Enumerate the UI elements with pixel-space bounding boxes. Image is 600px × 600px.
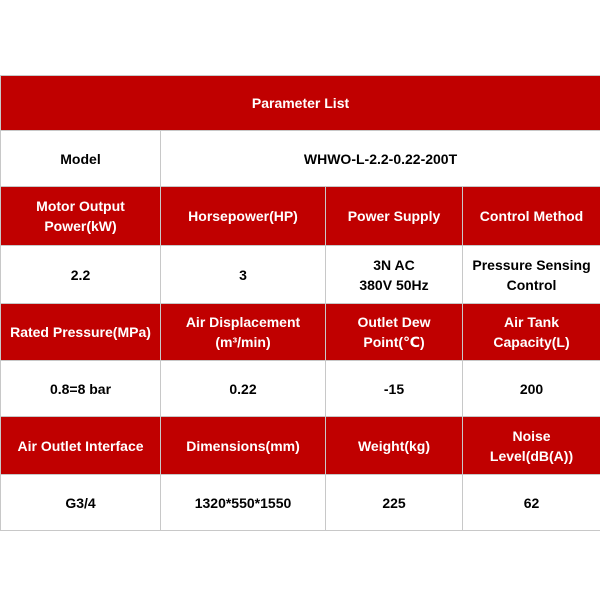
model-row [1,131,600,187]
table-title-row [1,76,600,131]
value-cell: 3 [161,246,326,304]
value-cell: G3/4 [1,475,161,531]
header-cell: Motor Output Power(kW) [1,187,161,246]
table-row [1,475,600,531]
table-header-row [1,304,600,361]
value-cell: Pressure Sensing Control [463,246,600,304]
value-cell: 1320*550*1550 [161,475,326,531]
table-header-row [1,187,600,246]
value-cell: 3N AC 380V 50Hz [326,246,463,304]
header-cell: Weight(kg) [326,417,463,475]
header-cell: Dimensions(mm) [161,417,326,475]
header-cell: Power Supply [326,187,463,246]
header-cell: Air Tank Capacity(L) [463,304,600,361]
header-cell: Control Method [463,187,600,246]
value-cell: 0.8=8 bar [1,361,161,417]
parameter-table [0,75,600,531]
table-header-row [1,417,600,475]
header-cell: Outlet Dew Point(℃) [326,304,463,361]
parameter-table-container [0,75,600,531]
table-title: Parameter List [1,76,600,131]
model-value: WHWO-L-2.2-0.22-200T [161,131,600,187]
table-row [1,246,600,304]
value-cell: 0.22 [161,361,326,417]
header-cell: Air Outlet Interface [1,417,161,475]
value-cell: 225 [326,475,463,531]
model-label: Model [1,131,161,187]
header-cell: Air Displacement (m³/min) [161,304,326,361]
table-row [1,361,600,417]
value-cell: 200 [463,361,600,417]
header-cell: Noise Level(dB(A)) [463,417,600,475]
value-cell: 2.2 [1,246,161,304]
header-cell: Horsepower(HP) [161,187,326,246]
value-cell: 62 [463,475,600,531]
value-cell: -15 [326,361,463,417]
header-cell: Rated Pressure(MPa) [1,304,161,361]
